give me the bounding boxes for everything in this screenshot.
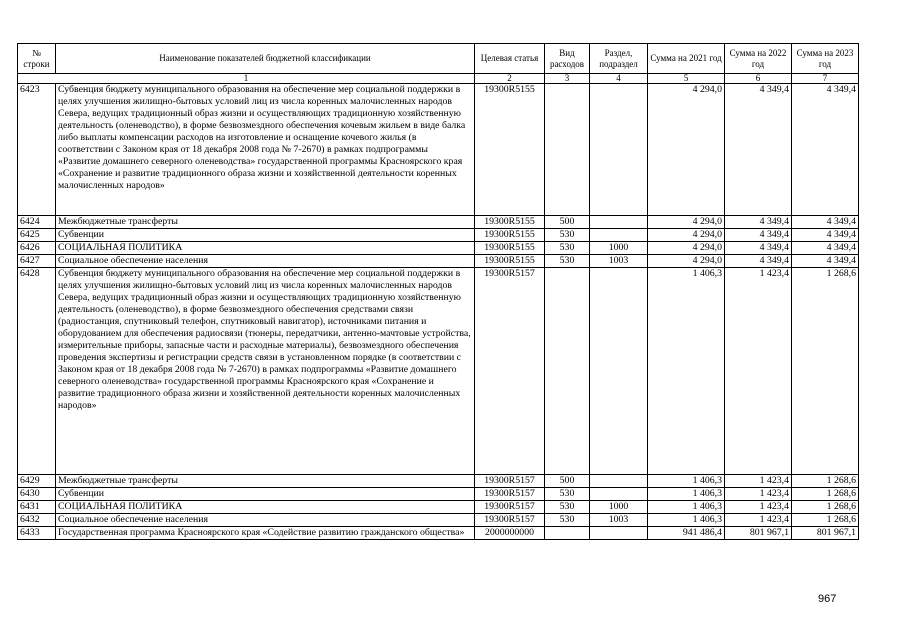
row-number: 6426 — [18, 242, 56, 255]
table-row — [18, 255, 859, 268]
sum-2021: 4 294,0 — [648, 255, 725, 268]
header-row-number: № строки — [18, 44, 56, 74]
sum-2021: 941 486,4 — [648, 527, 725, 540]
sum-2022: 801 967,1 — [725, 527, 792, 540]
target-article: 19300R5155 — [475, 216, 545, 229]
expense-type: 530 — [545, 501, 590, 514]
sum-2023: 4 349,4 — [792, 84, 859, 216]
sum-2022: 4 349,4 — [725, 229, 792, 242]
sum-2022: 1 423,4 — [725, 475, 792, 488]
table-row — [18, 488, 859, 501]
sum-2023: 1 268,6 — [792, 488, 859, 501]
header-indicator-name: Наименование показателей бюджетной классификации — [56, 44, 475, 74]
row-number: 6430 — [18, 488, 56, 501]
table-row — [18, 475, 859, 488]
row-number: 6428 — [18, 268, 56, 475]
sum-2022: 1 423,4 — [725, 488, 792, 501]
target-article: 19300R5155 — [475, 229, 545, 242]
table-row — [18, 84, 859, 216]
section — [590, 475, 648, 488]
sum-2021: 4 294,0 — [648, 242, 725, 255]
indicator-name: Социальное обеспечение населения — [56, 514, 475, 527]
sum-2023: 4 349,4 — [792, 242, 859, 255]
column-number-5: 5 — [648, 74, 725, 84]
sum-2023: 1 268,6 — [792, 514, 859, 527]
sum-2022: 4 349,4 — [725, 242, 792, 255]
section — [590, 268, 648, 475]
indicator-name: СОЦИАЛЬНАЯ ПОЛИТИКА — [56, 242, 475, 255]
row-number: 6423 — [18, 84, 56, 216]
header-target-article: Целевая статья — [475, 44, 545, 74]
row-number: 6424 — [18, 216, 56, 229]
indicator-name: Государственная программа Красноярского края «Содействие развитию гражданского общества» — [56, 527, 475, 540]
column-number-4: 4 — [590, 74, 648, 84]
section: 1000 — [590, 501, 648, 514]
target-article: 19300R5157 — [475, 268, 545, 475]
expense-type: 500 — [545, 475, 590, 488]
indicator-name: СОЦИАЛЬНАЯ ПОЛИТИКА — [56, 501, 475, 514]
table-row — [18, 501, 859, 514]
column-number-row — [18, 74, 859, 84]
target-article: 2000000000 — [475, 527, 545, 540]
table-row — [18, 229, 859, 242]
sum-2023: 801 967,1 — [792, 527, 859, 540]
section — [590, 84, 648, 216]
budget-table — [17, 43, 859, 540]
target-article: 19300R5155 — [475, 255, 545, 268]
indicator-name: Социальное обеспечение населения — [56, 255, 475, 268]
target-article: 19300R5157 — [475, 475, 545, 488]
section — [590, 527, 648, 540]
indicator-name: Межбюджетные трансферты — [56, 475, 475, 488]
row-number: 6432 — [18, 514, 56, 527]
table-row — [18, 268, 859, 475]
header-sum-2023: Сумма на 2023 год — [792, 44, 859, 74]
column-number-2: 2 — [475, 74, 545, 84]
indicator-name: Субвенции — [56, 229, 475, 242]
expense-type — [545, 84, 590, 216]
header-sum-2021: Сумма на 2021 год — [648, 44, 725, 74]
expense-type: 530 — [545, 514, 590, 527]
section: 1003 — [590, 255, 648, 268]
expense-type: 500 — [545, 216, 590, 229]
table-row — [18, 216, 859, 229]
target-article: 19300R5157 — [475, 488, 545, 501]
expense-type: 530 — [545, 488, 590, 501]
expense-type: 530 — [545, 229, 590, 242]
target-article: 19300R5155 — [475, 84, 545, 216]
indicator-name: Субвенция бюджету муниципального образования на обеспечение мер социальной поддержки в целях улучшения жилищно-бытовых условий лиц из числа коренных малочисленных народов Севера, ведущих традиционный образ жизни и осуществляющих традиционную хозяйственную деятельность (оленеводство), в форме безвозмездного обеспечения кочевым жильем в виде балка либо выплаты компенсации расходов на изготовление и оснащение кочевого жилья (в соответствии с Законом края от 18 декабря 2008 года № 7-2670) в рамках подпрограммы «Развитие домашнего северного оленеводства» государственной программы Красноярского края «Сохранение и развитие традиционного образа жизни и хозяйственной деятельности коренных малочисленных народов» — [56, 84, 475, 216]
target-article: 19300R5157 — [475, 514, 545, 527]
row-number: 6433 — [18, 527, 56, 540]
sum-2023: 1 268,6 — [792, 475, 859, 488]
expense-type — [545, 527, 590, 540]
column-number-1: 1 — [18, 74, 475, 84]
target-article: 19300R5157 — [475, 501, 545, 514]
sum-2023: 1 268,6 — [792, 268, 859, 475]
section — [590, 229, 648, 242]
sum-2021: 4 294,0 — [648, 84, 725, 216]
indicator-name: Межбюджетные трансферты — [56, 216, 475, 229]
row-number: 6431 — [18, 501, 56, 514]
sum-2022: 4 349,4 — [725, 216, 792, 229]
table-row — [18, 242, 859, 255]
expense-type: 530 — [545, 242, 590, 255]
sum-2021: 4 294,0 — [648, 229, 725, 242]
sum-2021: 1 406,3 — [648, 501, 725, 514]
table-row — [18, 527, 859, 540]
page-number: 967 — [818, 593, 837, 605]
sum-2021: 1 406,3 — [648, 475, 725, 488]
expense-type: 530 — [545, 255, 590, 268]
table-row — [18, 514, 859, 527]
table-header-row — [18, 44, 859, 74]
row-number: 6429 — [18, 475, 56, 488]
section — [590, 216, 648, 229]
target-article: 19300R5155 — [475, 242, 545, 255]
indicator-name: Субвенции — [56, 488, 475, 501]
row-number: 6425 — [18, 229, 56, 242]
header-section: Раздел, подраздел — [590, 44, 648, 74]
sum-2021: 1 406,3 — [648, 488, 725, 501]
sum-2021: 1 406,3 — [648, 268, 725, 475]
column-number-6: 6 — [725, 74, 792, 84]
header-sum-2022: Сумма на 2022 год — [725, 44, 792, 74]
sum-2022: 1 423,4 — [725, 501, 792, 514]
row-number: 6427 — [18, 255, 56, 268]
column-number-3: 3 — [545, 74, 590, 84]
sum-2023: 4 349,4 — [792, 255, 859, 268]
sum-2023: 1 268,6 — [792, 501, 859, 514]
column-number-7: 7 — [792, 74, 859, 84]
expense-type — [545, 268, 590, 475]
header-expense-type: Вид расходов — [545, 44, 590, 74]
sum-2022: 4 349,4 — [725, 255, 792, 268]
section — [590, 488, 648, 501]
section: 1003 — [590, 514, 648, 527]
sum-2022: 4 349,4 — [725, 84, 792, 216]
sum-2021: 4 294,0 — [648, 216, 725, 229]
sum-2021: 1 406,3 — [648, 514, 725, 527]
sum-2022: 1 423,4 — [725, 268, 792, 475]
sum-2023: 4 349,4 — [792, 229, 859, 242]
sum-2023: 4 349,4 — [792, 216, 859, 229]
section: 1000 — [590, 242, 648, 255]
sum-2022: 1 423,4 — [725, 514, 792, 527]
indicator-name: Субвенция бюджету муниципального образования на обеспечение мер социальной поддержки в целях улучшения жилищно-бытовых условий лиц из числа коренных малочисленных народов Севера, ведущих традиционный образ жизни и осуществляющих традиционную хозяйственную деятельность (оленеводство), в форме безвозмездного обеспечения средствами связи (радиостанция, спутниковый телефон, спутниковый навигатор), источниками питания и оборудованием для обеспечения радиосвязи (тюнеры, передатчики, антенно-мачтовые устройства, измерительные приборы, запасные части и расходные материалы), безвозмездного обеспечения проведения экспертизы и регистрации средств связи в установленном порядке (в соответствии с Законом края от 18 декабря 2008 года № 7-2670) в рамках подпрограммы «Развитие домашнего северного оленеводства» государственной программы Красноярского края «Сохранение и развитие традиционного образа жизни и хозяйственной деятельности коренных малочисленных народов» — [56, 268, 475, 475]
